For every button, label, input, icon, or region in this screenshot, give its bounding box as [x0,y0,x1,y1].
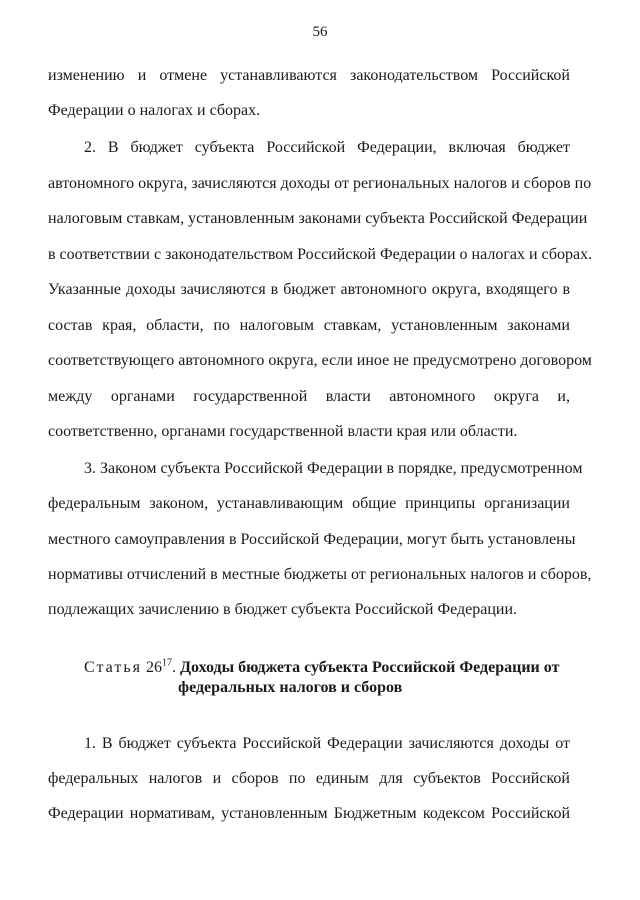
text-line: автономного округа, зачисляются доходы от региональных налогов и сборов по [48,175,592,192]
text-line: соответственно, органами государственной власти края или области. [48,423,518,440]
text-line: местного самоуправления в Российской Федерации, могут быть установлены [48,531,576,548]
text-line: Федерации о налогах и сборах. [48,102,261,119]
text-line: в соответствии с законодательством Российской Федерации о налогах и сборах. [48,246,593,263]
text-line: Федерации нормативам, установленным Бюджетным кодексом Российской [48,805,570,822]
text-line: нормативы отчислений в местные бюджеты от региональных налогов и сборов, [48,566,592,583]
text-line: Указанные доходы зачисляются в бюджет автономного округа, входящего в [48,281,570,298]
text-line: между органами государственной власти автономного округа и, [48,388,570,405]
text-line: федеральных налогов и сборов по единым для субъектов Российской [48,770,570,787]
text-line: 1. В бюджет субъекта Российской Федерации зачисляются доходы от [84,735,570,752]
text-line: 2. В бюджет субъекта Российской Федерации, включая бюджет [84,139,570,156]
page-number: 56 [312,24,328,40]
text-line: соответствующего автономного округа, если иное не предусмотрено договором [48,352,592,369]
text-line: состав края, области, по налоговым ставкам, установленным законами [48,317,570,334]
article-heading [84,658,559,678]
text-line: изменению и отмене устанавливаются законодательством Российской [48,67,570,84]
article-number: $26^{17}$. [145,657,176,676]
article-title-line2: федеральных налогов и сборов [178,679,403,696]
article-label: Статья [84,659,142,676]
text-line: 3. Законом субъекта Российской Федерации в порядке, предусмотренном [84,460,583,477]
text-line: налоговым ставкам, установленным законами субъекта Российской Федерации [48,210,588,227]
text-line: федеральным законом, устанавливающим общие принципы организации [48,495,570,512]
text-line: подлежащих зачислению в бюджет субъекта Российской Федерации. [48,601,517,618]
article-title: Доходы бюджета субъекта Российской Федерации от [179,659,560,676]
